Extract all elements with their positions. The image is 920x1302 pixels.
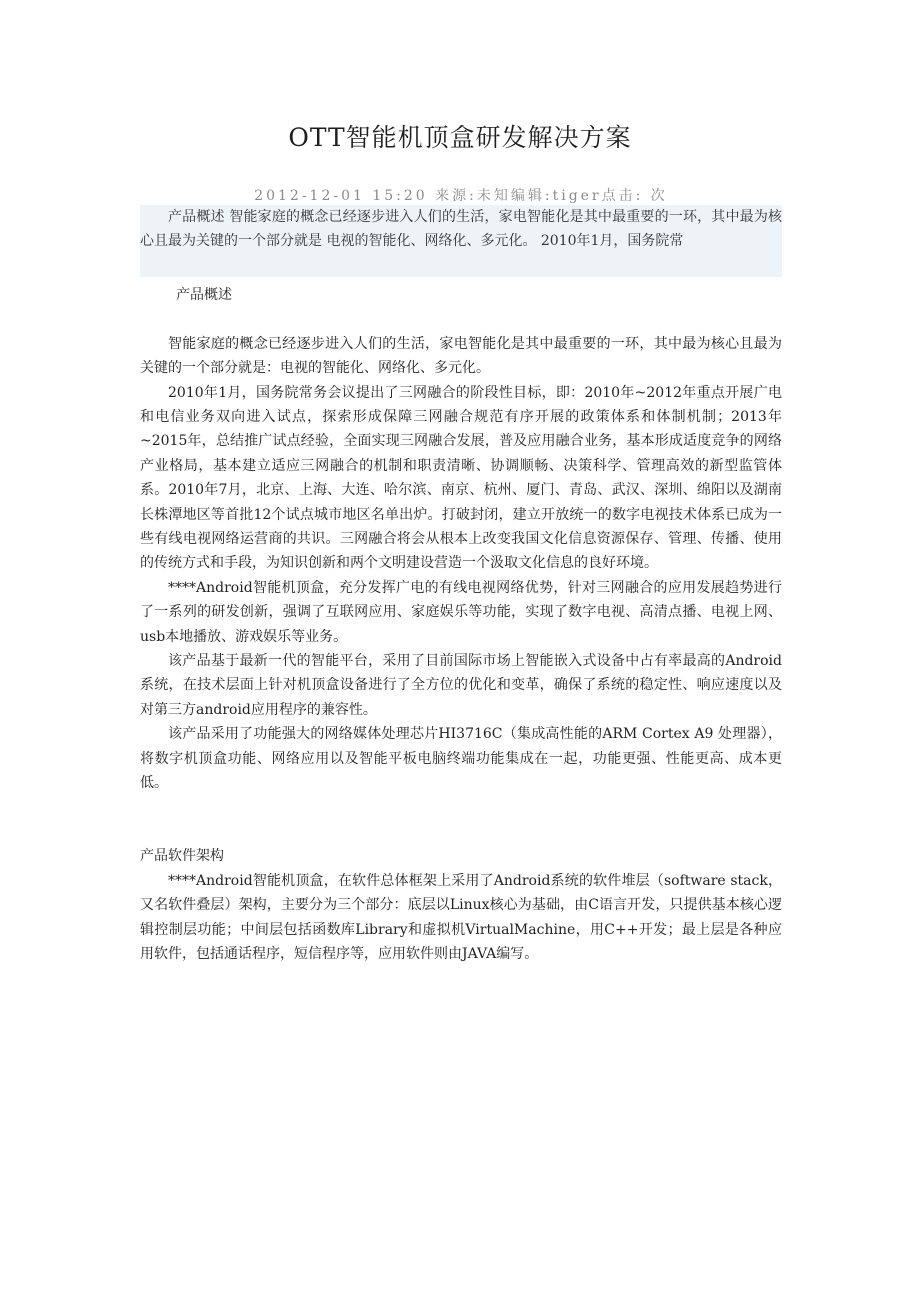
paragraph: ****Android智能机顶盒，在软件总体框架上采用了Android系统的软件堆层（software stack，又名软件叠层）架构，主要分为三个部分：底层以Linux核心为基础，由C语言开发，只提供基本核心逻辑控制层功能；中间层包括函数库Library和虚拟机VirtualMachine，用C++开发；最上层是各种应用软件，包括通话程序，短信程序等，应用软件则由JAVA编写。 — [140, 872, 782, 962]
section-heading-overview: 产品概述 — [176, 287, 232, 303]
paragraph: 该产品采用了功能强大的网络媒体处理芯片HI3716C（集成高性能的ARM Cortex A9 处理器），将数字机顶盒功能、网络应用以及智能平板电脑终端功能集成在一起，功能更强、性能更高、成本更低。 — [140, 726, 782, 792]
spacer — [140, 796, 782, 845]
section-heading-software-architecture: 产品软件架构 — [140, 848, 224, 865]
paragraph: 2010年1月，国务院常务会议提出了三网融合的阶段性目标，即：2010年~2012年重点开展广电和电信业务双向进入试点，探索形成保障三网融合规范有序开展的政策体系和体制机制；2013年~2015年，总结推广试点经验，全面实现三网融合发展，普及应用融合业务，基本形成适度竞争的网络产业格局，基本建立适应三网融合的机制和职责清晰、协调顺畅、决策科学、管理高效的新型监管体系。2010年7月，北京、上海、大连、哈尔滨、南京、杭州、厦门、青岛、武汉、深圳、绵阳以及湖南长株潭地区等首批12个试点城市地区名单出炉。打破封闭，建立开放统一的数字电视技术体系已成为一些有线电视网络运营商的共识。三网融合将会从根本上改变我国文化信息资源保存、管理、传播、使用的传统方式和手段，为知识创新和两个文明建设营造一个汲取文化信息的良好环境。 — [140, 384, 782, 572]
paragraph: 智能家庭的概念已经逐步进入人们的生活，家电智能化是其中最重要的一环，其中最为核心且最为关键的一个部分就是：电视的智能化、网络化、多元化。 — [140, 335, 782, 377]
document-title: OTT智能机顶盒研发解决方案 — [288, 123, 632, 152]
spacer — [140, 307, 782, 331]
article-summary: 产品概述 智能家庭的概念已经逐步进入人们的生活，家电智能化是其中最重要的一环，其中最为核心且最为关键的一个部分就是 电视的智能化、网络化、多元化。 2010年1月，国务院常 — [140, 205, 782, 277]
article-body — [140, 283, 782, 966]
article-meta: 2012-12-01 15:20 来源:未知编辑:tiger点击: 次 — [254, 188, 668, 204]
paragraph: 该产品基于最新一代的智能平台，采用了目前国际市场上智能嵌入式设备中占有率最高的Android系统，在技术层面上针对机顶盒设备进行了全方位的优化和变革，确保了系统的稳定性、响应速度以及对第三方android应用程序的兼容性。 — [140, 653, 782, 718]
paragraph: ****Android智能机顶盒，充分发挥广电的有线电视网络优势，针对三网融合的应用发展趋势进行了一系列的研发创新，强调了互联网应用、家庭娱乐等功能，实现了数字电视、高清点播、电视上网、usb本地播放、游戏娱乐等业务。 — [140, 579, 782, 645]
